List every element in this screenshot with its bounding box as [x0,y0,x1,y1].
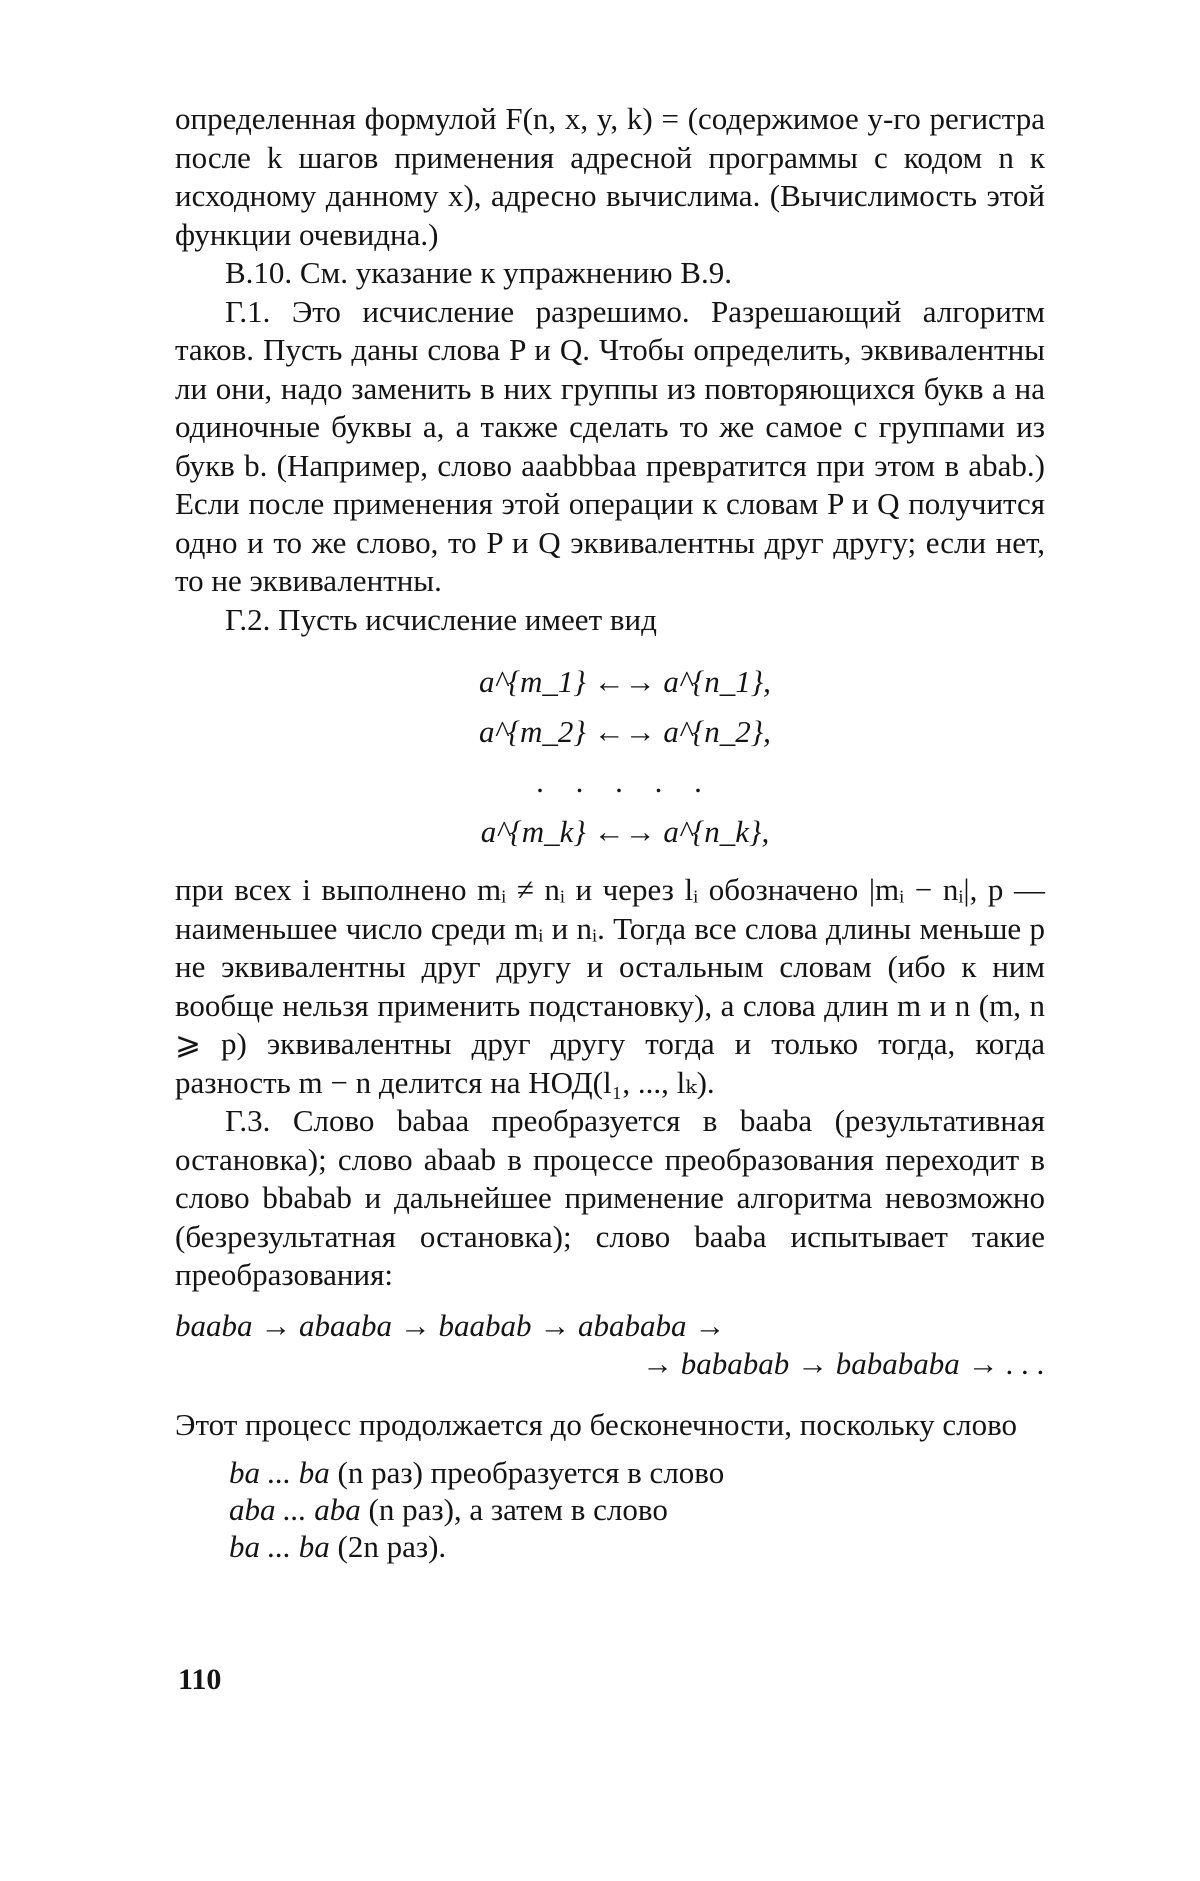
transformation-chain [175,1307,1045,1384]
formula-left: a^{m_k} [480,814,586,849]
formula-ellipsis [175,757,1045,807]
formula-arrow: ←→ [585,714,664,749]
word-list [229,1454,1045,1565]
formula-line [175,707,1045,757]
paragraph-g2-body: при всех i выполнено mᵢ ≠ nᵢ и через lᵢ обозначено |mᵢ − nᵢ|, p — наименьшее число среди mᵢ и nᵢ. Тогда все слова длины меньше p не эквивалентны друг другу и остальным словам (ибо к ним вообще нельзя применить подстановку), а слова длин m и n (m, n ⩾ p) эквивалентны друг другу тогда и только тогда, когда разность m − n делится на НОД(l₁, ..., lₖ). [175,872,1045,1100]
paragraph-formula-definition: определенная формулой F(n, x, y, k) = (содержимое y-го регистра после k шагов применения адресной программы с кодом n к исходному данному x), адресно вычислима. (Вычислимость этой функции очевидна.) [175,101,1045,252]
formula-line [175,807,1045,857]
word-list-rest: (n раз), а затем в слово [368,1492,668,1527]
chain-line-2: → bababab → babababa → . . . [642,1346,1045,1381]
word-list-rest: (2n раз). [337,1529,447,1564]
page-text [175,100,1045,1565]
formula-left: a^{m_2} [479,714,586,749]
word-list-item [229,1454,1045,1491]
formula-right: a^{n_k}, [663,814,770,849]
paragraph-b10: В.10. См. указание к упражнению В.9. [225,255,732,290]
formula-arrow: ←→ [585,664,664,699]
paragraph-process: Этот процесс продолжается до бесконечности, поскольку слово [175,1406,1018,1442]
paragraph-g2-intro: Г.2. Пусть исчисление имеет вид [225,601,657,637]
chain-line-1: baaba → abaaba → baabab → abababa → [175,1307,726,1343]
word-list-rest: (n раз) преобразуется в слово [337,1455,725,1490]
word-list-item [229,1491,1045,1528]
paragraph-g1: Г.1. Это исчисление разрешимо. Разрешающий алгоритм таков. Пусть даны слова P и Q. Чтобы определить, эквивалентны ли они, надо заменить в них группы из повторяющихся букв a на одиночные буквы a, а также сделать то же самое с группами из букв b. (Например, слово aaabbbaa превратится при этом в abab.) Если после применения этой операции к словам P и Q получится одно и то же слово, то P и Q эквивалентны друг другу; если нет, то не эквивалентны. [175,293,1045,598]
word-list-word: ba ... ba [229,1529,330,1564]
ellipsis-dots: . . . . . [536,764,714,799]
formula-right: a^{n_1}, [663,664,771,699]
formula-arrow: ←→ [585,814,664,849]
word-list-word: aba ... aba [229,1492,361,1527]
word-list-item [229,1528,1045,1565]
word-list-word: ba ... ba [229,1455,330,1490]
paragraph-g3: Г.3. Слово babaa преобразуется в baaba (результативная остановка); слово abaab в процессе преобразования переходит в слово bbabab и дальнейшее применение алгоритма невозможно (безрезультатная остановка); слово baaba испытывает такие преобразования: [175,1103,1045,1292]
calculus-formulas [175,657,1045,857]
page-number: 110 [178,1663,222,1696]
formula-right: a^{n_2}, [663,714,771,749]
formula-left: a^{m_1} [479,664,586,699]
formula-line [175,657,1045,707]
